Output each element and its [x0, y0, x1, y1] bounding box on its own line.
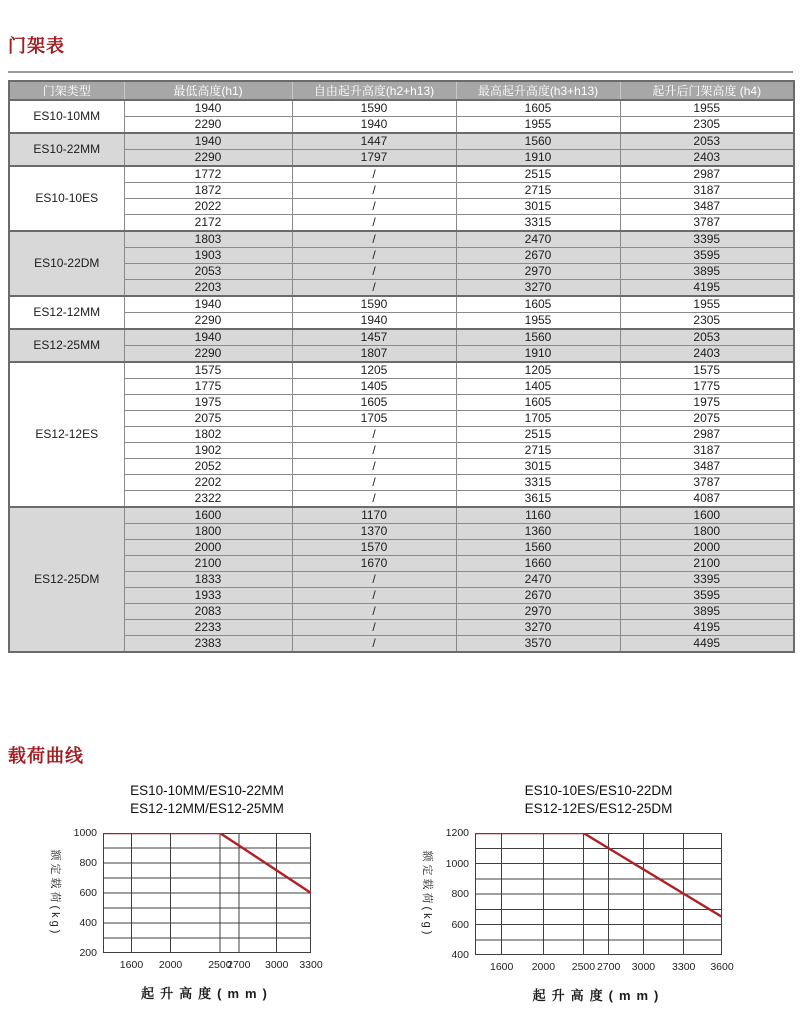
value-cell: 1975 [620, 395, 794, 411]
y-axis-title: 额定载荷(kg) [49, 849, 61, 937]
value-cell: 2970 [456, 604, 620, 620]
value-cell: / [292, 427, 456, 443]
chart-title-line: ES10-10MM/ES10-22MM [130, 783, 284, 798]
value-cell: 3270 [456, 280, 620, 297]
value-cell: 2305 [620, 313, 794, 330]
mast-table [8, 80, 795, 653]
x-tick-label: 2700 [227, 959, 251, 971]
model-cell: ES10-10ES [9, 166, 124, 231]
value-cell: 1705 [456, 411, 620, 427]
value-cell: 1457 [292, 329, 456, 346]
y-tick-label: 1000 [445, 857, 469, 870]
value-cell: / [292, 636, 456, 653]
value-cell: 1775 [620, 379, 794, 395]
x-tick-label: 2000 [531, 961, 556, 973]
table-row [9, 280, 794, 297]
value-cell: 1205 [292, 362, 456, 379]
value-cell: 3015 [456, 199, 620, 215]
table-row [9, 636, 794, 653]
value-cell: 2100 [620, 556, 794, 572]
value-cell: 3487 [620, 199, 794, 215]
table-row [9, 248, 794, 264]
table-row [9, 346, 794, 363]
mast-table-header [9, 81, 794, 100]
y-tick-label: 400 [451, 949, 469, 961]
value-cell: / [292, 459, 456, 475]
value-cell: / [292, 248, 456, 264]
value-cell: / [292, 475, 456, 491]
x-tick-label: 3300 [672, 961, 696, 973]
table-row [9, 427, 794, 443]
value-cell: 2987 [620, 166, 794, 183]
value-cell: 1605 [456, 395, 620, 411]
value-cell: 1775 [124, 379, 292, 395]
table-row [9, 231, 794, 248]
col-header-free-lift: 自由起升高度(h2+h13) [292, 81, 456, 100]
value-cell: 4195 [620, 280, 794, 297]
value-cell: / [292, 166, 456, 183]
value-cell: 2290 [124, 313, 292, 330]
value-cell: 3015 [456, 459, 620, 475]
y-tick-label: 1000 [73, 827, 97, 839]
y-tick-label: 600 [451, 918, 469, 931]
value-cell: 1605 [456, 100, 620, 117]
model-cell: ES12-25MM [9, 329, 124, 362]
table-row [9, 362, 794, 379]
table-row [9, 100, 794, 117]
table-row [9, 133, 794, 150]
x-tick-label: 2000 [158, 959, 183, 971]
table-row [9, 117, 794, 134]
table-row [9, 166, 794, 183]
value-cell: / [292, 491, 456, 508]
table-row [9, 411, 794, 427]
value-cell: 1605 [456, 296, 620, 313]
value-cell: 1955 [620, 100, 794, 117]
value-cell: 1360 [456, 524, 620, 540]
value-cell: 1797 [292, 150, 456, 167]
table-row [9, 215, 794, 232]
value-cell: 1600 [620, 507, 794, 524]
value-cell: 2052 [124, 459, 292, 475]
value-cell: 1660 [456, 556, 620, 572]
value-cell: 1940 [292, 117, 456, 134]
value-cell: 1170 [292, 507, 456, 524]
load-chart-mm-models [36, 778, 396, 1023]
value-cell: 1590 [292, 296, 456, 313]
value-cell: 1575 [124, 362, 292, 379]
col-header-min-height: 最低高度(h1) [124, 81, 292, 100]
plot-area [475, 833, 722, 955]
col-header-max-lift: 最高起升高度(h3+h13) [456, 81, 620, 100]
value-cell: 2172 [124, 215, 292, 232]
value-cell: 3270 [456, 620, 620, 636]
y-tick-label: 1200 [445, 827, 469, 839]
value-cell: 1570 [292, 540, 456, 556]
table-row [9, 540, 794, 556]
value-cell: 1600 [124, 507, 292, 524]
value-cell: 1940 [124, 133, 292, 150]
x-tick-label: 3600 [710, 961, 734, 973]
value-cell: 3487 [620, 459, 794, 475]
section-title-mast-table: 门架表 [8, 36, 65, 56]
value-cell: 1205 [456, 362, 620, 379]
value-cell: 3395 [620, 572, 794, 588]
value-cell: 3187 [620, 183, 794, 199]
value-cell: / [292, 231, 456, 248]
table-row [9, 313, 794, 330]
value-cell: 4087 [620, 491, 794, 508]
col-header-ext-height: 起升后门架高度 (h4) [620, 81, 794, 100]
value-cell: 1160 [456, 507, 620, 524]
value-cell: 1370 [292, 524, 456, 540]
value-cell: / [292, 604, 456, 620]
value-cell: / [292, 620, 456, 636]
value-cell: 3787 [620, 475, 794, 491]
value-cell: 3187 [620, 443, 794, 459]
value-cell: 1800 [124, 524, 292, 540]
value-cell: 1560 [456, 329, 620, 346]
value-cell: 1560 [456, 133, 620, 150]
value-cell: / [292, 572, 456, 588]
value-cell: 2715 [456, 183, 620, 199]
x-axis-title: 起升高度(mm) [141, 986, 273, 1001]
y-tick-label: 200 [79, 947, 97, 959]
value-cell: 2515 [456, 166, 620, 183]
value-cell: 1405 [456, 379, 620, 395]
model-cell: ES10-10MM [9, 100, 124, 133]
value-cell: / [292, 264, 456, 280]
table-row [9, 588, 794, 604]
value-cell: 4495 [620, 636, 794, 653]
table-row [9, 379, 794, 395]
value-cell: 2202 [124, 475, 292, 491]
value-cell: 2670 [456, 248, 620, 264]
value-cell: 1872 [124, 183, 292, 199]
value-cell: 2322 [124, 491, 292, 508]
header-row [9, 81, 794, 100]
value-cell: 3895 [620, 264, 794, 280]
value-cell: 1575 [620, 362, 794, 379]
value-cell: 3895 [620, 604, 794, 620]
model-cell: ES12-12MM [9, 296, 124, 329]
chart-title [449, 782, 749, 818]
col-header-mast-type: 门架类型 [9, 81, 124, 100]
value-cell: 3595 [620, 588, 794, 604]
value-cell: 3595 [620, 248, 794, 264]
y-tick-label: 800 [79, 857, 97, 869]
table-row [9, 491, 794, 508]
value-cell: 3570 [456, 636, 620, 653]
value-cell: 1803 [124, 231, 292, 248]
chart-title [57, 782, 357, 818]
model-cell: ES10-22DM [9, 231, 124, 296]
value-cell: 1833 [124, 572, 292, 588]
value-cell: 1940 [124, 100, 292, 117]
value-cell: 1910 [456, 346, 620, 363]
value-cell: 2083 [124, 604, 292, 620]
value-cell: 2290 [124, 150, 292, 167]
title-rule [8, 71, 793, 73]
y-tick-label: 400 [79, 917, 97, 929]
value-cell: 2383 [124, 636, 292, 653]
value-cell: 3315 [456, 215, 620, 232]
value-cell: 1800 [620, 524, 794, 540]
value-cell: 2470 [456, 572, 620, 588]
value-cell: 1955 [456, 313, 620, 330]
value-cell: 2053 [124, 264, 292, 280]
table-row [9, 620, 794, 636]
table-row [9, 150, 794, 167]
value-cell: 1405 [292, 379, 456, 395]
value-cell: 2470 [456, 231, 620, 248]
chart-title-line: ES12-12MM/ES12-25MM [130, 801, 284, 816]
y-tick-label: 800 [451, 888, 469, 900]
value-cell: 3395 [620, 231, 794, 248]
value-cell: / [292, 183, 456, 199]
x-tick-label: 2500 [208, 959, 232, 971]
value-cell: 2000 [620, 540, 794, 556]
mast-table-body [9, 100, 794, 652]
value-cell: 2403 [620, 346, 794, 363]
y-axis-title: 额定载荷(kg) [421, 850, 433, 938]
table-row [9, 475, 794, 491]
value-cell: 1772 [124, 166, 292, 183]
x-tick-label: 1600 [119, 959, 144, 971]
model-cell: ES12-25DM [9, 507, 124, 652]
value-cell: 4195 [620, 620, 794, 636]
value-cell: 1560 [456, 540, 620, 556]
value-cell: 2403 [620, 150, 794, 167]
value-cell: 2233 [124, 620, 292, 636]
value-cell: 1940 [124, 329, 292, 346]
table-row [9, 507, 794, 524]
x-tick-label: 1600 [489, 961, 514, 973]
table-row [9, 199, 794, 215]
value-cell: 2000 [124, 540, 292, 556]
value-cell: 2203 [124, 280, 292, 297]
value-cell: 1605 [292, 395, 456, 411]
value-cell: 2053 [620, 133, 794, 150]
x-tick-label: 2700 [596, 961, 621, 973]
x-tick-label: 2500 [571, 961, 596, 973]
table-row [9, 556, 794, 572]
value-cell: 1940 [292, 313, 456, 330]
value-cell: / [292, 215, 456, 232]
value-cell: 1955 [620, 296, 794, 313]
chart-title-line: ES12-12ES/ES12-25DM [524, 801, 673, 816]
value-cell: / [292, 280, 456, 297]
value-cell: 2987 [620, 427, 794, 443]
value-cell: 2670 [456, 588, 620, 604]
value-cell: 1940 [124, 296, 292, 313]
value-cell: 1955 [456, 117, 620, 134]
value-cell: 2970 [456, 264, 620, 280]
x-axis-title: 起升高度(mm) [532, 988, 665, 1003]
table-row [9, 395, 794, 411]
value-cell: 1807 [292, 346, 456, 363]
value-cell: / [292, 199, 456, 215]
value-cell: 2715 [456, 443, 620, 459]
value-cell: 2290 [124, 117, 292, 134]
value-cell: 2515 [456, 427, 620, 443]
table-row [9, 183, 794, 199]
value-cell: 2053 [620, 329, 794, 346]
table-row [9, 524, 794, 540]
section-title-load-curves: 载荷曲线 [8, 746, 84, 766]
value-cell: 2022 [124, 199, 292, 215]
value-cell: 2075 [124, 411, 292, 427]
value-cell: 1933 [124, 588, 292, 604]
model-cell: ES10-22MM [9, 133, 124, 166]
table-row [9, 572, 794, 588]
value-cell: 1903 [124, 248, 292, 264]
value-cell: 2100 [124, 556, 292, 572]
value-cell: 2305 [620, 117, 794, 134]
model-cell: ES12-12ES [9, 362, 124, 507]
value-cell: 3615 [456, 491, 620, 508]
table-row [9, 264, 794, 280]
load-chart-es-dm-models [420, 778, 780, 1023]
table-row [9, 604, 794, 620]
value-cell: 1705 [292, 411, 456, 427]
chart-title-line: ES10-10ES/ES10-22DM [524, 783, 673, 798]
value-cell: 1802 [124, 427, 292, 443]
value-cell: 3315 [456, 475, 620, 491]
table-row [9, 329, 794, 346]
value-cell: 1447 [292, 133, 456, 150]
value-cell: 2290 [124, 346, 292, 363]
plot-area [103, 833, 311, 953]
table-row [9, 296, 794, 313]
value-cell: 1910 [456, 150, 620, 167]
value-cell: 2075 [620, 411, 794, 427]
table-row [9, 459, 794, 475]
value-cell: / [292, 588, 456, 604]
load-curve-line [475, 833, 722, 917]
y-tick-label: 600 [79, 887, 97, 899]
value-cell: 3787 [620, 215, 794, 232]
value-cell: 1902 [124, 443, 292, 459]
x-tick-label: 3000 [264, 959, 289, 971]
value-cell: 1670 [292, 556, 456, 572]
table-row [9, 443, 794, 459]
value-cell: 1590 [292, 100, 456, 117]
value-cell: 1975 [124, 395, 292, 411]
x-tick-label: 3300 [299, 959, 323, 971]
value-cell: / [292, 443, 456, 459]
x-tick-label: 3000 [631, 961, 656, 973]
